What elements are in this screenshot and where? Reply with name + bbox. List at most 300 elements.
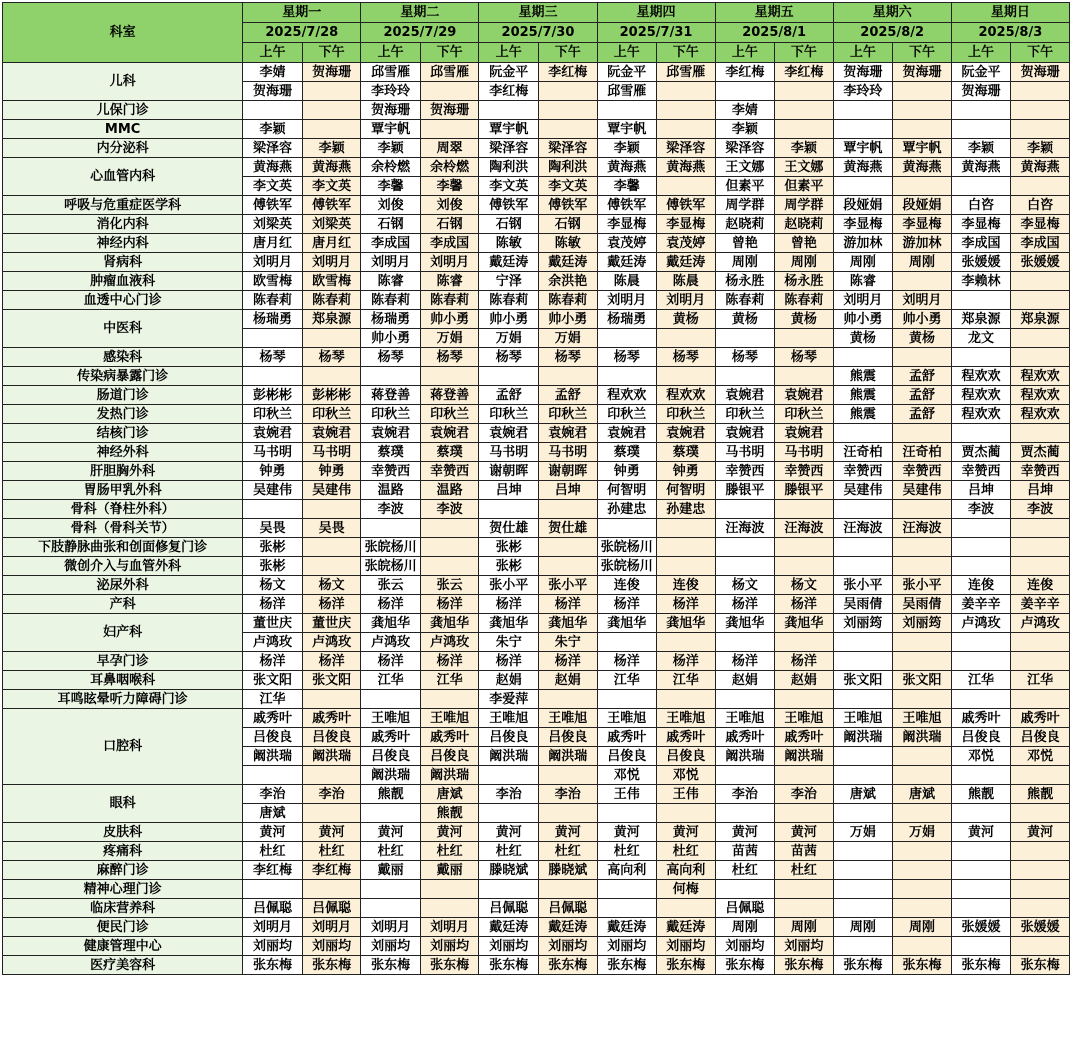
- doctor-cell: 石钢: [361, 215, 421, 234]
- pm-header: 下午: [1011, 43, 1070, 63]
- doctor-cell: 刘丽均: [479, 937, 539, 956]
- doctor-cell: 万娟: [893, 823, 952, 842]
- table-row: [3, 709, 1070, 728]
- doctor-cell: 幸赞西: [775, 462, 834, 481]
- table-row: [3, 500, 1070, 519]
- department-name: 结核门诊: [3, 424, 243, 443]
- doctor-cell: 马书明: [302, 443, 361, 462]
- doctor-cell: [1011, 177, 1070, 196]
- doctor-cell: 李显梅: [657, 215, 716, 234]
- doctor-cell: 石钢: [479, 215, 539, 234]
- doctor-cell: 刘梁英: [243, 215, 303, 234]
- doctor-cell: 刘明月: [243, 918, 303, 937]
- doctor-cell: 杨文: [302, 576, 361, 595]
- doctor-cell: 李颖: [775, 139, 834, 158]
- department-name: 骨科（骨科关节）: [3, 519, 243, 538]
- doctor-cell: 李颖: [951, 139, 1011, 158]
- doctor-cell: 但素平: [775, 177, 834, 196]
- doctor-cell: [597, 329, 657, 348]
- doctor-cell: 张皖杨川: [597, 538, 657, 557]
- doctor-cell: 梁泽容: [657, 139, 716, 158]
- doctor-cell: 杨文: [715, 576, 775, 595]
- doctor-cell: [657, 804, 716, 823]
- doctor-cell: 周刚: [893, 253, 952, 272]
- doctor-cell: 连俊: [597, 576, 657, 595]
- department-name: 泌尿外科: [3, 576, 243, 595]
- doctor-cell: [833, 424, 893, 443]
- doctor-cell: 刘明月: [361, 918, 421, 937]
- doctor-cell: 阚洪瑞: [420, 766, 479, 785]
- doctor-cell: 杨琴: [657, 348, 716, 367]
- department-name: 肿瘤血液科: [3, 272, 243, 291]
- doctor-cell: 连俊: [1011, 576, 1070, 595]
- doctor-cell: 傅铁军: [479, 196, 539, 215]
- doctor-cell: 戴廷涛: [479, 918, 539, 937]
- doctor-cell: [1011, 652, 1070, 671]
- doctor-cell: [715, 367, 775, 386]
- doctor-cell: 程欢欢: [597, 386, 657, 405]
- doctor-cell: [657, 367, 716, 386]
- doctor-cell: 帅小勇: [479, 310, 539, 329]
- doctor-cell: [1011, 424, 1070, 443]
- doctor-cell: [775, 120, 834, 139]
- doctor-cell: [775, 899, 834, 918]
- doctor-cell: [715, 766, 775, 785]
- doctor-cell: 杨琴: [715, 348, 775, 367]
- doctor-cell: 印秋兰: [420, 405, 479, 424]
- doctor-cell: 袁婉君: [243, 424, 303, 443]
- doctor-cell: 杨文: [243, 576, 303, 595]
- department-name: MMC: [3, 120, 243, 139]
- doctor-cell: 梁泽容: [479, 139, 539, 158]
- doctor-cell: 刘丽均: [715, 937, 775, 956]
- doctor-cell: [302, 367, 361, 386]
- doctor-cell: 陈春莉: [479, 291, 539, 310]
- doctor-cell: 张东梅: [361, 956, 421, 975]
- doctor-cell: 唐月红: [243, 234, 303, 253]
- doctor-cell: [893, 348, 952, 367]
- doctor-cell: 朱宁: [479, 633, 539, 652]
- doctor-cell: 杨洋: [243, 652, 303, 671]
- doctor-cell: 戚秀叶: [302, 709, 361, 728]
- doctor-cell: [893, 82, 952, 101]
- doctor-cell: 程欢欢: [951, 405, 1011, 424]
- doctor-cell: [302, 329, 361, 348]
- doctor-cell: 熊靓: [420, 804, 479, 823]
- table-row: [3, 386, 1070, 405]
- table-row: [3, 956, 1070, 975]
- doctor-cell: 李治: [775, 785, 834, 804]
- doctor-cell: 白咨: [1011, 196, 1070, 215]
- doctor-cell: 王唯旭: [479, 709, 539, 728]
- doctor-cell: [951, 348, 1011, 367]
- doctor-cell: 刘明月: [420, 253, 479, 272]
- doctor-cell: 黄河: [657, 823, 716, 842]
- doctor-cell: [951, 101, 1011, 120]
- doctor-cell: 张东梅: [479, 956, 539, 975]
- doctor-cell: 李波: [361, 500, 421, 519]
- doctor-cell: 傅铁军: [597, 196, 657, 215]
- doctor-cell: 张皖杨川: [597, 557, 657, 576]
- doctor-cell: 刘丽筠: [893, 614, 952, 633]
- doctor-cell: 张小平: [833, 576, 893, 595]
- doctor-cell: 张云: [420, 576, 479, 595]
- doctor-cell: [775, 690, 834, 709]
- doctor-cell: 孙建忠: [597, 500, 657, 519]
- doctor-cell: 黄河: [775, 823, 834, 842]
- doctor-cell: 陈睿: [361, 272, 421, 291]
- doctor-cell: [1011, 937, 1070, 956]
- table-row: [3, 424, 1070, 443]
- doctor-cell: 黄杨: [657, 310, 716, 329]
- doctor-cell: [302, 690, 361, 709]
- doctor-cell: 戚秀叶: [657, 728, 716, 747]
- doctor-cell: 卢鸿玫: [361, 633, 421, 652]
- table-row: [3, 671, 1070, 690]
- doctor-cell: [715, 804, 775, 823]
- doctor-cell: 李成国: [420, 234, 479, 253]
- doctor-cell: [420, 538, 479, 557]
- doctor-cell: [538, 500, 597, 519]
- doctor-cell: 杨洋: [657, 652, 716, 671]
- doctor-cell: 杨洋: [479, 595, 539, 614]
- doctor-cell: 李颖: [302, 139, 361, 158]
- doctor-cell: [657, 538, 716, 557]
- doctor-cell: [361, 367, 421, 386]
- doctor-cell: 幸赞西: [420, 462, 479, 481]
- doctor-cell: 覃宇帆: [361, 120, 421, 139]
- doctor-cell: [893, 424, 952, 443]
- doctor-cell: 姜辛辛: [1011, 595, 1070, 614]
- doctor-cell: 张东梅: [893, 956, 952, 975]
- doctor-cell: [1011, 538, 1070, 557]
- table-header: [3, 3, 1070, 63]
- doctor-cell: [420, 557, 479, 576]
- doctor-cell: 李文英: [479, 177, 539, 196]
- doctor-cell: 杨永胜: [775, 272, 834, 291]
- table-row: [3, 291, 1070, 310]
- doctor-cell: 戚秀叶: [361, 728, 421, 747]
- date-header: 2025/8/1: [715, 23, 833, 43]
- doctor-cell: [420, 367, 479, 386]
- doctor-cell: 杨琴: [597, 348, 657, 367]
- table-row: [3, 614, 1070, 633]
- doctor-cell: 黄海燕: [833, 158, 893, 177]
- doctor-cell: 袁婉君: [597, 424, 657, 443]
- doctor-cell: [775, 557, 834, 576]
- department-name: 口腔科: [3, 709, 243, 785]
- doctor-cell: 吕俊良: [420, 747, 479, 766]
- doctor-cell: 李波: [1011, 500, 1070, 519]
- doctor-cell: [833, 633, 893, 652]
- doctor-cell: 幸赞西: [833, 462, 893, 481]
- doctor-cell: 孟舒: [893, 367, 952, 386]
- department-name: 健康管理中心: [3, 937, 243, 956]
- doctor-cell: 李玲玲: [833, 82, 893, 101]
- doctor-cell: 李波: [951, 500, 1011, 519]
- doctor-cell: 段娅娟: [833, 196, 893, 215]
- doctor-cell: 覃宇帆: [597, 120, 657, 139]
- doctor-cell: [657, 329, 716, 348]
- doctor-cell: [479, 880, 539, 899]
- doctor-cell: 张媛媛: [951, 918, 1011, 937]
- department-name: 儿保门诊: [3, 101, 243, 120]
- doctor-cell: 李显梅: [951, 215, 1011, 234]
- department-name: 传染病暴露门诊: [3, 367, 243, 386]
- doctor-cell: 蔡璞: [597, 443, 657, 462]
- doctor-cell: 蔡璞: [420, 443, 479, 462]
- doctor-cell: 杜红: [361, 842, 421, 861]
- am-header: 上午: [361, 43, 421, 63]
- doctor-cell: [597, 899, 657, 918]
- doctor-cell: 阚洪瑞: [302, 747, 361, 766]
- doctor-cell: [893, 899, 952, 918]
- doctor-cell: 杨洋: [243, 595, 303, 614]
- doctor-cell: 卢鸿玫: [1011, 614, 1070, 633]
- doctor-cell: [243, 880, 303, 899]
- doctor-cell: 程欢欢: [1011, 367, 1070, 386]
- doctor-cell: 吴畏: [243, 519, 303, 538]
- doctor-cell: 龚旭华: [361, 614, 421, 633]
- doctor-cell: [951, 861, 1011, 880]
- doctor-cell: 张东梅: [302, 956, 361, 975]
- doctor-cell: [302, 82, 361, 101]
- duty-schedule-table: [2, 2, 1070, 975]
- doctor-cell: 陈敏: [479, 234, 539, 253]
- date-header: 2025/7/30: [479, 23, 597, 43]
- doctor-cell: 袁婉君: [361, 424, 421, 443]
- doctor-cell: 张东梅: [775, 956, 834, 975]
- doctor-cell: 张东梅: [715, 956, 775, 975]
- doctor-cell: 游加林: [893, 234, 952, 253]
- doctor-cell: 唐斌: [420, 785, 479, 804]
- doctor-cell: 张媛媛: [1011, 918, 1070, 937]
- doctor-cell: 袁茂婷: [597, 234, 657, 253]
- doctor-cell: 黄海燕: [243, 158, 303, 177]
- doctor-cell: 王伟: [657, 785, 716, 804]
- doctor-cell: 杨洋: [420, 595, 479, 614]
- doctor-cell: [1011, 690, 1070, 709]
- pm-header: 下午: [893, 43, 952, 63]
- weekday-header: 星期二: [361, 3, 479, 23]
- doctor-cell: 龚旭华: [775, 614, 834, 633]
- doctor-cell: [893, 937, 952, 956]
- doctor-cell: 刘丽均: [538, 937, 597, 956]
- table-row: [3, 253, 1070, 272]
- department-name: 耳鼻咽喉科: [3, 671, 243, 690]
- doctor-cell: [1011, 880, 1070, 899]
- doctor-cell: [597, 519, 657, 538]
- doctor-cell: 刘明月: [361, 253, 421, 272]
- department-name: 神经外科: [3, 443, 243, 462]
- doctor-cell: 李红梅: [302, 861, 361, 880]
- doctor-cell: 戴廷涛: [479, 253, 539, 272]
- doctor-cell: [1011, 557, 1070, 576]
- doctor-cell: 赵娟: [715, 671, 775, 690]
- department-name: 临床营养科: [3, 899, 243, 918]
- doctor-cell: 段娅娟: [893, 196, 952, 215]
- doctor-cell: [951, 804, 1011, 823]
- am-header: 上午: [951, 43, 1011, 63]
- table-row: [3, 538, 1070, 557]
- doctor-cell: 张东梅: [420, 956, 479, 975]
- doctor-cell: 熊震: [833, 367, 893, 386]
- doctor-cell: 阮金平: [951, 63, 1011, 82]
- department-name: 神经内科: [3, 234, 243, 253]
- doctor-cell: 杨洋: [597, 652, 657, 671]
- department-name: 疼痛科: [3, 842, 243, 861]
- department-name: 微创介入与血管外科: [3, 557, 243, 576]
- doctor-cell: 杨文: [775, 576, 834, 595]
- doctor-cell: [538, 538, 597, 557]
- doctor-cell: [893, 101, 952, 120]
- doctor-cell: 卢鸿玫: [951, 614, 1011, 633]
- doctor-cell: 刘俊: [361, 196, 421, 215]
- doctor-cell: [951, 766, 1011, 785]
- doctor-cell: 印秋兰: [657, 405, 716, 424]
- doctor-cell: [302, 538, 361, 557]
- doctor-cell: 高向利: [597, 861, 657, 880]
- doctor-cell: [1011, 861, 1070, 880]
- doctor-cell: 袁婉君: [775, 424, 834, 443]
- doctor-cell: [597, 880, 657, 899]
- doctor-cell: [302, 101, 361, 120]
- department-name: 早孕门诊: [3, 652, 243, 671]
- doctor-cell: [243, 329, 303, 348]
- doctor-cell: 刘丽均: [243, 937, 303, 956]
- doctor-cell: 吕俊良: [657, 747, 716, 766]
- doctor-cell: 蒋登善: [361, 386, 421, 405]
- doctor-cell: 马书明: [243, 443, 303, 462]
- doctor-cell: 阚洪瑞: [775, 747, 834, 766]
- date-header: 2025/8/3: [951, 23, 1069, 43]
- doctor-cell: [893, 880, 952, 899]
- department-name: 耳鸣眩晕听力障碍门诊: [3, 690, 243, 709]
- doctor-cell: 朱宁: [538, 633, 597, 652]
- table-row: [3, 823, 1070, 842]
- doctor-cell: 李颖: [715, 120, 775, 139]
- date-header: 2025/7/29: [361, 23, 479, 43]
- department-name: 便民门诊: [3, 918, 243, 937]
- date-header: 2025/7/28: [243, 23, 361, 43]
- doctor-cell: 谢朝晖: [479, 462, 539, 481]
- doctor-cell: 钟勇: [657, 462, 716, 481]
- doctor-cell: [302, 500, 361, 519]
- doctor-cell: [657, 899, 716, 918]
- doctor-cell: 梁泽容: [243, 139, 303, 158]
- doctor-cell: 邓悦: [597, 766, 657, 785]
- doctor-cell: 刘俊: [420, 196, 479, 215]
- doctor-cell: 龚旭华: [657, 614, 716, 633]
- doctor-cell: 王唯旭: [657, 709, 716, 728]
- weekday-header: 星期一: [243, 3, 361, 23]
- doctor-cell: 杨琴: [361, 348, 421, 367]
- doctor-cell: 袁婉君: [775, 386, 834, 405]
- doctor-cell: 帅小勇: [833, 310, 893, 329]
- doctor-cell: [893, 177, 952, 196]
- doctor-cell: 阮金平: [597, 63, 657, 82]
- doctor-cell: [1011, 766, 1070, 785]
- doctor-cell: 杜红: [479, 842, 539, 861]
- table-row: [3, 519, 1070, 538]
- doctor-cell: [775, 804, 834, 823]
- table-row: [3, 348, 1070, 367]
- dept-column-header: 科室: [3, 3, 243, 63]
- department-name: 麻醉门诊: [3, 861, 243, 880]
- doctor-cell: 杨洋: [597, 595, 657, 614]
- doctor-cell: 杨洋: [420, 652, 479, 671]
- doctor-cell: 李红梅: [243, 861, 303, 880]
- doctor-cell: 傅铁军: [657, 196, 716, 215]
- doctor-cell: 袁婉君: [538, 424, 597, 443]
- department-name: 儿科: [3, 63, 243, 101]
- doctor-cell: 印秋兰: [302, 405, 361, 424]
- table-row: [3, 158, 1070, 177]
- doctor-cell: 何梅: [657, 880, 716, 899]
- doctor-cell: 周刚: [893, 918, 952, 937]
- doctor-cell: [715, 880, 775, 899]
- doctor-cell: 杨洋: [538, 595, 597, 614]
- doctor-cell: 邱雪雁: [361, 63, 421, 82]
- department-name: 发热门诊: [3, 405, 243, 424]
- table-row: [3, 215, 1070, 234]
- doctor-cell: 董世庆: [302, 614, 361, 633]
- doctor-cell: 张文阳: [243, 671, 303, 690]
- doctor-cell: 吕佩聪: [538, 899, 597, 918]
- doctor-cell: [951, 899, 1011, 918]
- doctor-cell: 吕俊良: [951, 728, 1011, 747]
- doctor-cell: 马书明: [479, 443, 539, 462]
- doctor-cell: [1011, 272, 1070, 291]
- doctor-cell: [538, 880, 597, 899]
- doctor-cell: 覃宇帆: [833, 139, 893, 158]
- doctor-cell: 王文娜: [775, 158, 834, 177]
- doctor-cell: 戚秀叶: [775, 728, 834, 747]
- doctor-cell: 贾杰蔺: [951, 443, 1011, 462]
- doctor-cell: 杨洋: [361, 595, 421, 614]
- doctor-cell: 汪海波: [893, 519, 952, 538]
- doctor-cell: [951, 652, 1011, 671]
- doctor-cell: 蒋登善: [420, 386, 479, 405]
- doctor-cell: 彭彬彬: [302, 386, 361, 405]
- doctor-cell: 余洪艳: [538, 272, 597, 291]
- department-name: 妇产科: [3, 614, 243, 652]
- doctor-cell: 张文阳: [302, 671, 361, 690]
- doctor-cell: 钟勇: [243, 462, 303, 481]
- doctor-cell: 刘明月: [302, 253, 361, 272]
- doctor-cell: 黄杨: [775, 310, 834, 329]
- doctor-cell: 李成国: [361, 234, 421, 253]
- doctor-cell: 孟舒: [538, 386, 597, 405]
- doctor-cell: 万娟: [538, 329, 597, 348]
- table-row: [3, 139, 1070, 158]
- doctor-cell: 张皖杨川: [361, 557, 421, 576]
- doctor-cell: [833, 177, 893, 196]
- doctor-cell: 张彬: [479, 538, 539, 557]
- doctor-cell: [597, 633, 657, 652]
- pm-header: 下午: [420, 43, 479, 63]
- doctor-cell: 李馨: [597, 177, 657, 196]
- doctor-cell: 黄河: [420, 823, 479, 842]
- doctor-cell: 郑泉源: [1011, 310, 1070, 329]
- doctor-cell: 帅小勇: [893, 310, 952, 329]
- pm-header: 下午: [775, 43, 834, 63]
- doctor-cell: [420, 899, 479, 918]
- doctor-cell: 苗茜: [775, 842, 834, 861]
- department-name: 眼科: [3, 785, 243, 823]
- am-header: 上午: [243, 43, 303, 63]
- doctor-cell: 王唯旭: [597, 709, 657, 728]
